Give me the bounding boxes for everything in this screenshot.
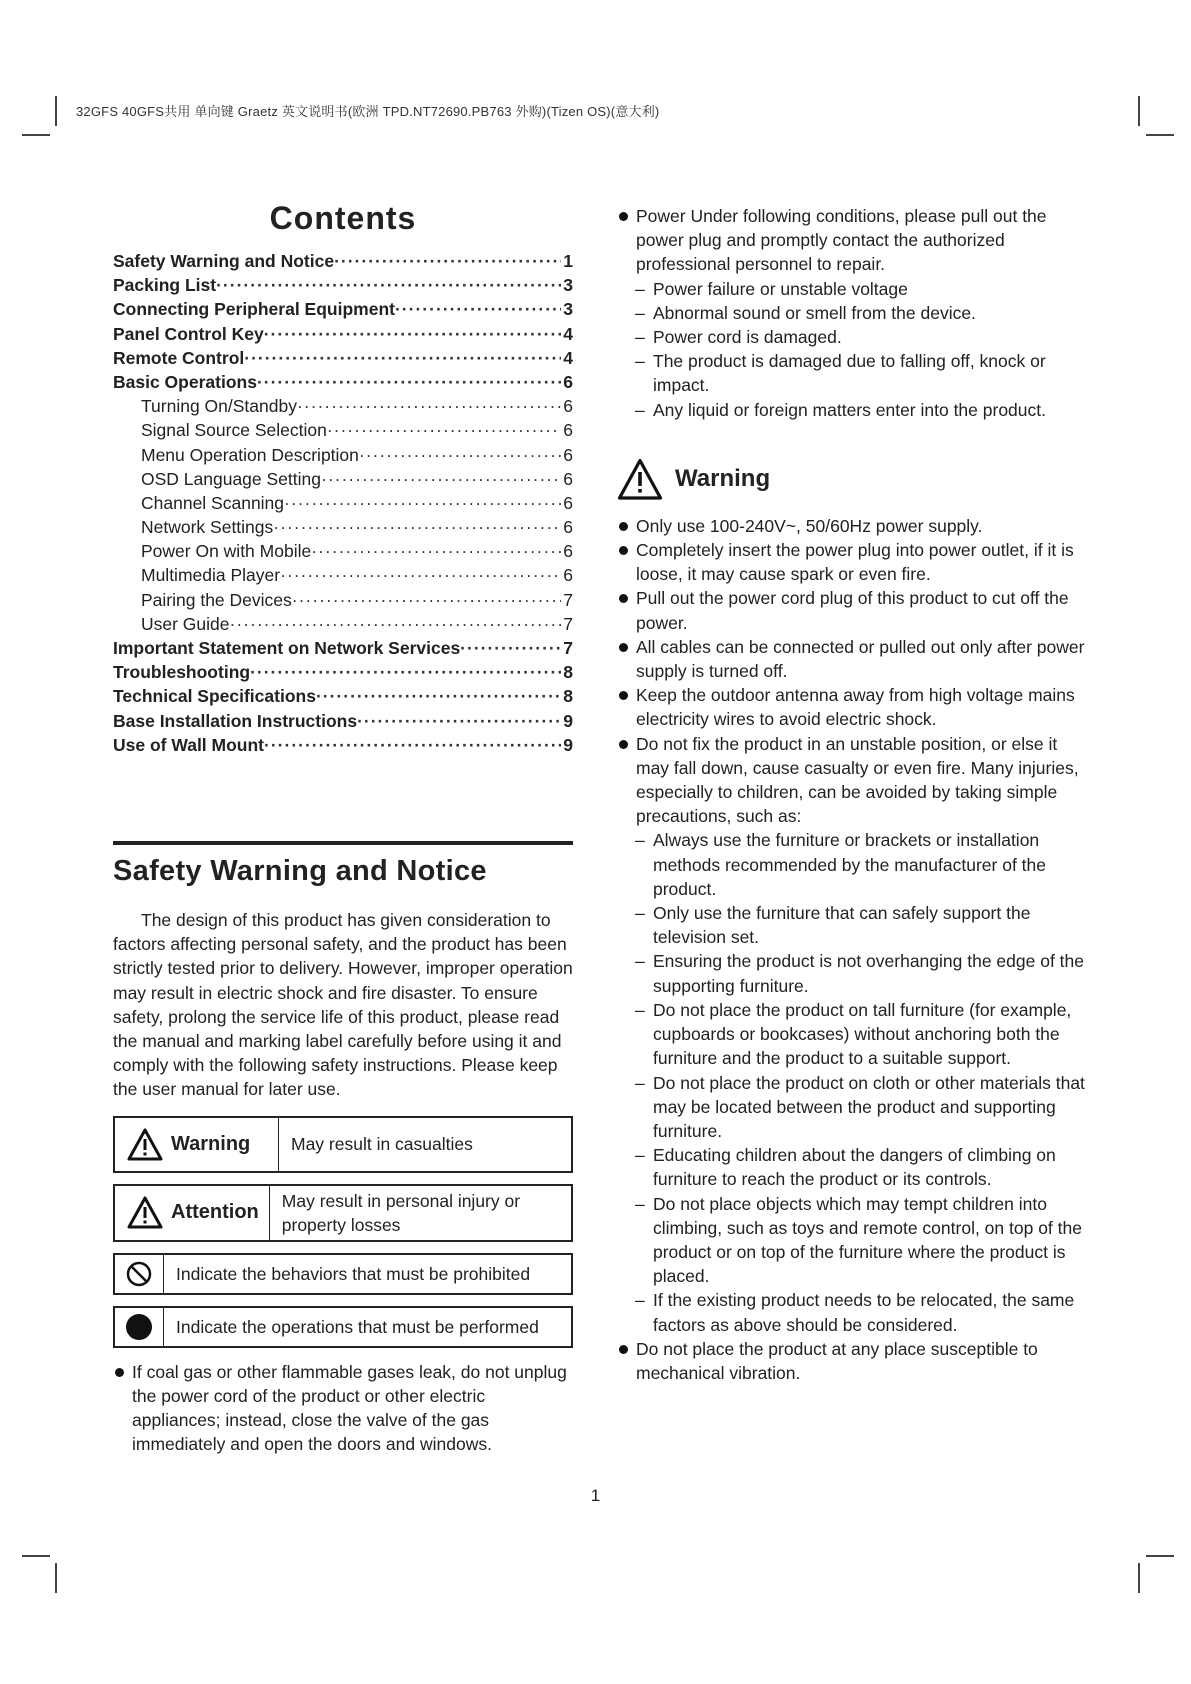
legend-attention-label: Attention — [171, 1201, 259, 1224]
legend-warning — [113, 1116, 573, 1173]
toc-dot-leader — [321, 467, 561, 491]
toc-entry — [113, 322, 573, 346]
toc-dot-leader — [264, 733, 561, 757]
legend-performed-desc: Indicate the operations that must be performed — [176, 1316, 539, 1337]
toc-entry — [113, 660, 573, 684]
legend-prohibited — [113, 1253, 573, 1295]
toc-dot-leader — [297, 394, 561, 418]
toc-dot-leader — [250, 660, 561, 684]
legend-attention-desc: May result in personal injury or property losses — [281, 1190, 521, 1235]
crop-mark — [55, 1563, 57, 1593]
toc-entry-label: OSD Language Setting — [141, 468, 321, 489]
toc-entry-label: Multimedia Player — [141, 565, 281, 586]
crop-mark — [22, 134, 50, 136]
toc-entry-page: 3 — [563, 275, 573, 296]
toc-entry-label: Signal Source Selection — [141, 420, 327, 441]
toc-entry-page: 6 — [563, 420, 573, 441]
toc-entry — [113, 297, 573, 321]
right-column — [617, 204, 1087, 1385]
precaution-item: – If the existing product needs to be relocated, the same factors as above should be considered. — [617, 1288, 1087, 1336]
toc-entry-label: Use of Wall Mount — [113, 734, 265, 755]
toc-entry — [113, 370, 573, 394]
table-of-contents — [113, 249, 573, 757]
warning-heading — [617, 458, 1087, 500]
precaution-item: – Do not place the product on tall furniture (for example, cupboards or bookcases) without anchoring both the furniture and the product to a suitable support. — [617, 998, 1087, 1071]
toc-dot-leader — [395, 297, 561, 321]
toc-dot-leader — [334, 249, 561, 273]
contents-title: Contents — [269, 200, 417, 236]
power-conditions-list — [617, 277, 1087, 422]
toc-dot-leader — [280, 563, 561, 587]
toc-dot-leader — [357, 709, 561, 733]
toc-dot-leader — [311, 539, 561, 563]
toc-entry — [113, 709, 573, 733]
toc-dot-leader — [292, 588, 561, 612]
toc-entry-label: Packing List — [113, 275, 217, 296]
precaution-item: – Do not place objects which may tempt children into climbing, such as toys and remote control, on top of the product or on top of the furniture where the product is placed. — [617, 1192, 1087, 1289]
warning-bullet: Keep the outdoor antenna away from high voltage mains electricity wires to avoid electric shock. — [617, 683, 1087, 731]
left-column — [113, 200, 573, 1456]
power-condition-item: – Abnormal sound or smell from the device. — [617, 301, 1087, 325]
toc-entry-page: 3 — [563, 299, 573, 320]
mandatory-dot-icon — [125, 1313, 153, 1341]
toc-entry-page: 6 — [563, 517, 573, 538]
precaution-item: – Ensuring the product is not overhanging the edge of the supporting furniture. — [617, 949, 1087, 997]
toc-entry — [113, 515, 573, 539]
toc-entry — [113, 249, 573, 273]
crop-mark — [1146, 134, 1174, 136]
toc-entry-page: 6 — [563, 565, 573, 586]
toc-entry-page: 6 — [563, 444, 573, 465]
toc-entry — [113, 273, 573, 297]
toc-entry-label: Connecting Peripheral Equipment — [113, 299, 395, 320]
toc-entry-page: 9 — [563, 710, 573, 731]
legend-attention — [113, 1184, 573, 1242]
toc-entry-page: 8 — [563, 686, 573, 707]
power-condition-item: – The product is damaged due to falling off, knock or impact. — [617, 349, 1087, 397]
toc-entry-page: 4 — [563, 347, 573, 368]
toc-entry — [113, 418, 573, 442]
toc-entry-label: Channel Scanning — [141, 492, 285, 513]
toc-dot-leader — [316, 684, 561, 708]
power-condition-item: – Power failure or unstable voltage — [617, 277, 1087, 301]
precaution-item: – Do not place the product on cloth or other materials that may be located between the product and supporting furniture. — [617, 1071, 1087, 1144]
toc-dot-leader — [359, 443, 561, 467]
toc-entry-page: 6 — [563, 541, 573, 562]
gas-leak-bullet: If coal gas or other flammable gases leak, do not unplug the power cord of the product or other electric appliances; instead, close the valve of the gas immediately and open the doors and windows. — [113, 1360, 573, 1457]
crop-mark — [1146, 1555, 1174, 1557]
warning-bullet: Completely insert the power plug into power outlet, if it is loose, it may cause spark or even fire. — [617, 538, 1087, 586]
toc-entry-label: Basic Operations — [113, 371, 257, 392]
toc-entry — [113, 563, 573, 587]
toc-entry-page: 6 — [563, 371, 573, 392]
section-divider — [113, 841, 573, 845]
toc-dot-leader — [460, 636, 561, 660]
toc-entry-label: Network Settings — [141, 517, 274, 538]
warning-bullet-list — [617, 514, 1087, 829]
warning-bullet: Only use 100-240V~, 50/60Hz power supply. — [617, 514, 1087, 538]
toc-entry-page: 9 — [563, 734, 573, 755]
precautions-list — [617, 828, 1087, 1336]
legend-prohibited-desc: Indicate the behaviors that must be prohibited — [176, 1263, 531, 1284]
toc-entry — [113, 636, 573, 660]
crop-mark — [55, 96, 57, 126]
toc-dot-leader — [264, 322, 562, 346]
toc-entry-label: Panel Control Key — [113, 323, 264, 344]
toc-entry-label: User Guide — [141, 613, 230, 634]
power-condition-item: – Power cord is damaged. — [617, 325, 1087, 349]
toc-dot-leader — [244, 346, 561, 370]
toc-entry-label: Important Statement on Network Services — [113, 638, 461, 658]
toc-entry-page: 6 — [563, 492, 573, 513]
warning-bullet: All cables can be connected or pulled out only after power supply is turned off. — [617, 635, 1087, 683]
warning-bullet: Pull out the power cord plug of this product to cut off the power. — [617, 586, 1087, 634]
precaution-item: – Educating children about the dangers of climbing on furniture to reach the product or its controls. — [617, 1143, 1087, 1191]
toc-entry — [113, 612, 573, 636]
toc-entry-label: Safety Warning and Notice — [113, 251, 335, 271]
toc-entry-page: 8 — [563, 662, 573, 683]
legend-warning-desc: May result in casualties — [291, 1134, 473, 1155]
legend-warning-label: Warning — [171, 1132, 251, 1155]
toc-entry — [113, 684, 573, 708]
warning-triangle-icon — [617, 458, 663, 500]
toc-entry — [113, 443, 573, 467]
toc-entry-label: Turning On/Standby — [141, 396, 297, 417]
toc-entry-page: 6 — [563, 396, 573, 417]
toc-dot-leader — [327, 418, 561, 442]
toc-entry-label: Remote Control — [113, 347, 245, 368]
toc-dot-leader — [230, 612, 562, 636]
toc-entry — [113, 467, 573, 491]
legend-performed — [113, 1306, 573, 1348]
toc-entry — [113, 733, 573, 757]
toc-entry-label: Technical Specifications — [113, 686, 316, 707]
print-header: 32GFS 40GFS共用 单向键 Graetz 英文说明书(欧洲 TPD.NT72690.PB763 外购)(Tizen OS)(意大利) — [76, 104, 660, 119]
toc-entry-page: 7 — [563, 589, 573, 610]
toc-dot-leader — [273, 515, 561, 539]
toc-entry-page: 7 — [563, 638, 573, 658]
precaution-item: – Always use the furniture or brackets or installation methods recommended by the manufacturer of the product. — [617, 828, 1087, 901]
toc-entry — [113, 346, 573, 370]
toc-entry-page: 1 — [563, 251, 573, 271]
page-number: 1 — [590, 1486, 601, 1505]
toc-entry — [113, 394, 573, 418]
toc-dot-leader — [284, 491, 561, 515]
warning-triangle-icon — [127, 1128, 163, 1161]
precaution-item: – Only use the furniture that can safely support the television set. — [617, 901, 1087, 949]
prohibited-icon — [126, 1261, 152, 1287]
toc-entry-page: 7 — [563, 613, 573, 634]
warning-bullet: Do not fix the product in an unstable position, or else it may fall down, cause casualty or even fire. Many injuries, especially to children, can be avoided by taking simple precautions, such as: — [617, 732, 1087, 829]
power-condition-item: – Any liquid or foreign matters enter into the product. — [617, 398, 1087, 422]
safety-intro-paragraph: The design of this product has given consideration to factors affecting personal safety, and the product has been strictly tested prior to delivery. However, improper operation may result in electric shock and fire disaster. To ensure safety, prolong the service life of this product, please read the manual and marking label carefully before using it and comply with the following safety instructions. Please keep the user manual for later use. — [113, 909, 573, 1100]
toc-entry-page: 4 — [563, 323, 573, 344]
toc-entry-label: Pairing the Devices — [141, 589, 292, 610]
crop-mark — [1138, 1563, 1140, 1593]
toc-entry — [113, 539, 573, 563]
power-bullet: Power Under following conditions, please pull out the power plug and promptly contact the authorized professional personnel to repair. — [617, 204, 1087, 277]
safety-section-title: Safety Warning and Notice — [113, 854, 487, 887]
warning-title: Warning — [675, 464, 771, 492]
toc-entry-label: Base Installation Instructions — [113, 710, 358, 731]
toc-entry-label: Menu Operation Description — [141, 444, 359, 465]
toc-entry-page: 6 — [563, 468, 573, 489]
vibration-bullet: Do not place the product at any place susceptible to mechanical vibration. — [617, 1337, 1087, 1385]
toc-entry — [113, 491, 573, 515]
toc-entry-label: Power On with Mobile — [141, 541, 312, 562]
toc-entry-label: Troubleshooting — [113, 662, 251, 683]
toc-entry — [113, 588, 573, 612]
crop-mark — [22, 1555, 50, 1557]
toc-dot-leader — [257, 370, 561, 394]
crop-mark — [1138, 96, 1140, 126]
toc-dot-leader — [216, 273, 561, 297]
attention-triangle-icon — [127, 1196, 163, 1229]
